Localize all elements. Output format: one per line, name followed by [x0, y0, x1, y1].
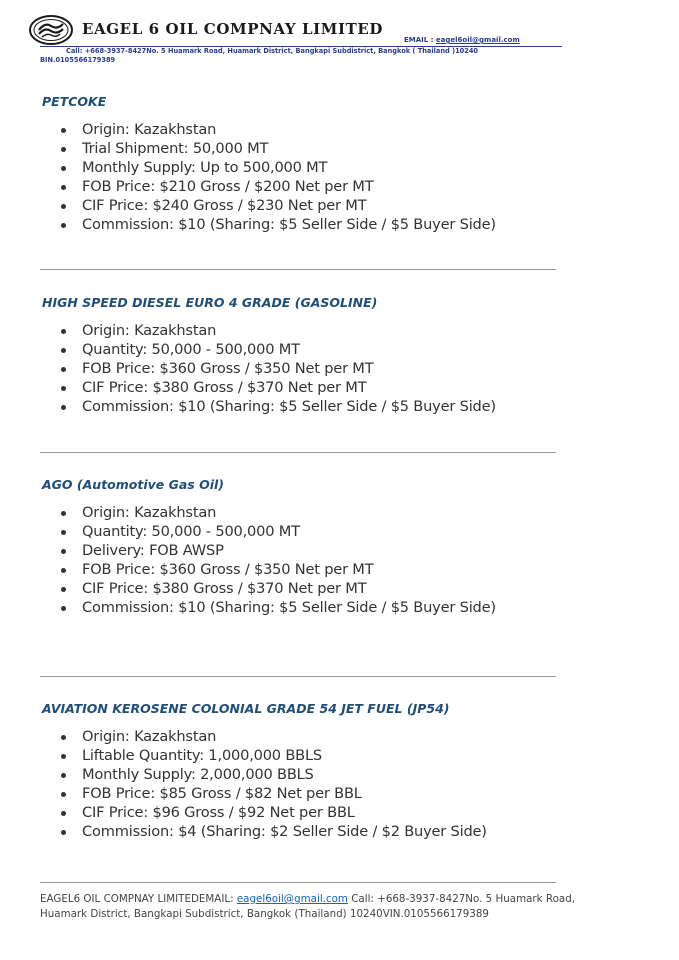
bullet-icon	[61, 754, 66, 759]
list-item-text: Commission: $10 (Sharing: $5 Seller Side / $5 Buyer Side)	[82, 216, 496, 233]
list-item	[0, 746, 487, 765]
header-email	[404, 36, 520, 44]
list-item	[0, 803, 487, 822]
item-list	[0, 727, 487, 841]
company-logo	[29, 15, 73, 45]
bullet-icon	[61, 830, 66, 835]
section-divider	[40, 269, 556, 270]
bullet-icon	[61, 128, 66, 133]
list-item-text: FOB Price: $360 Gross / $350 Net per MT	[82, 360, 374, 377]
list-item	[0, 727, 487, 746]
bullet-icon	[61, 204, 66, 209]
letterhead	[0, 0, 679, 66]
list-item	[0, 177, 496, 196]
header-bin: BIN.0105566179389	[40, 56, 116, 64]
list-item-text: Commission: $4 (Sharing: $2 Seller Side / $2 Buyer Side)	[82, 823, 487, 840]
footer-contact: Call: +668-3937-8427No. 5 Huamark Road,	[347, 893, 576, 905]
bullet-icon	[61, 367, 66, 372]
list-item	[0, 765, 487, 784]
list-item	[0, 522, 496, 541]
footer	[40, 892, 640, 922]
list-item-text: Origin: Kazakhstan	[82, 728, 217, 745]
bullet-icon	[61, 511, 66, 516]
bullet-icon	[61, 223, 66, 228]
list-item-text: Monthly Supply: Up to 500,000 MT	[82, 159, 328, 176]
bullet-icon	[61, 530, 66, 535]
bullet-icon	[61, 185, 66, 190]
section-title: AVIATION KEROSENE COLONIAL GRADE 54 JET FUEL (JP54)	[42, 701, 450, 716]
bullet-icon	[61, 568, 66, 573]
list-item	[0, 598, 496, 617]
list-item	[0, 321, 496, 340]
email-label: EMAIL :	[404, 36, 434, 44]
bullet-icon	[61, 606, 66, 611]
item-list	[0, 321, 496, 416]
header-contact: Call: +668-3937-8427No. 5 Huamark Road, Huamark District, Bangkapi Subdistrict, Bangkok ( Thailand )10240	[66, 47, 479, 55]
list-item-text: Origin: Kazakhstan	[82, 504, 217, 521]
list-item	[0, 139, 496, 158]
list-item-text: Monthly Supply: 2,000,000 BBLS	[82, 766, 314, 783]
section-divider	[40, 452, 556, 453]
list-item-text: CIF Price: $380 Gross / $370 Net per MT	[82, 379, 367, 396]
list-item-text: Liftable Quantity: 1,000,000 BBLS	[82, 747, 322, 764]
footer-company: EAGEL6 OIL COMPNAY LIMITEDEMAIL:	[40, 893, 237, 905]
list-item	[0, 120, 496, 139]
company-name: EAGEL 6 OIL COMPNAY LIMITED	[82, 20, 384, 38]
item-list	[0, 503, 496, 617]
bullet-icon	[61, 549, 66, 554]
list-item	[0, 503, 496, 522]
list-item	[0, 340, 496, 359]
list-item	[0, 359, 496, 378]
section-title: AGO (Automotive Gas Oil)	[42, 477, 225, 492]
bullet-icon	[61, 386, 66, 391]
item-list	[0, 120, 496, 234]
bullet-icon	[61, 405, 66, 410]
footer-rule	[40, 882, 556, 883]
list-item-text: FOB Price: $210 Gross / $200 Net per MT	[82, 178, 374, 195]
list-item-text: Commission: $10 (Sharing: $5 Seller Side / $5 Buyer Side)	[82, 398, 496, 415]
list-item-text: Origin: Kazakhstan	[82, 121, 217, 138]
list-item-text: Quantity: 50,000 - 500,000 MT	[82, 341, 300, 358]
bullet-icon	[61, 587, 66, 592]
bullet-icon	[61, 773, 66, 778]
section-title: PETCOKE	[42, 94, 107, 109]
section-divider	[40, 676, 556, 677]
list-item	[0, 541, 496, 560]
bullet-icon	[61, 811, 66, 816]
list-item-text: Origin: Kazakhstan	[82, 322, 217, 339]
bullet-icon	[61, 147, 66, 152]
list-item	[0, 196, 496, 215]
list-item-text: CIF Price: $380 Gross / $370 Net per MT	[82, 580, 367, 597]
footer-email-link[interactable]: eagel6oil@gmail.com	[236, 893, 348, 905]
list-item-text: Delivery: FOB AWSP	[82, 542, 224, 559]
list-item	[0, 560, 496, 579]
bullet-icon	[61, 792, 66, 797]
list-item-text: CIF Price: $240 Gross / $230 Net per MT	[82, 197, 367, 214]
list-item-text: FOB Price: $85 Gross / $82 Net per BBL	[82, 785, 362, 802]
bullet-icon	[61, 166, 66, 171]
bullet-icon	[61, 348, 66, 353]
footer-line-2: Huamark District, Bangkapi Subdistrict, Bangkok (Thailand) 10240VIN.0105566179389	[40, 908, 489, 920]
list-item	[0, 784, 487, 803]
footer-line-1	[40, 892, 640, 907]
list-item-text: Commission: $10 (Sharing: $5 Seller Side / $5 Buyer Side)	[82, 599, 496, 616]
list-item	[0, 397, 496, 416]
header-email-link[interactable]: eagel6oil@gmail.com	[435, 36, 520, 44]
list-item-text: FOB Price: $360 Gross / $350 Net per MT	[82, 561, 374, 578]
list-item-text: Trial Shipment: 50,000 MT	[82, 140, 269, 157]
list-item	[0, 158, 496, 177]
list-item-text: CIF Price: $96 Gross / $92 Net per BBL	[82, 804, 355, 821]
list-item-text: Quantity: 50,000 - 500,000 MT	[82, 523, 300, 540]
section-title: HIGH SPEED DIESEL EURO 4 GRADE (GASOLINE)	[42, 295, 378, 310]
list-item	[0, 378, 496, 397]
list-item	[0, 215, 496, 234]
bullet-icon	[61, 735, 66, 740]
list-item	[0, 579, 496, 598]
list-item	[0, 822, 487, 841]
bullet-icon	[61, 329, 66, 334]
